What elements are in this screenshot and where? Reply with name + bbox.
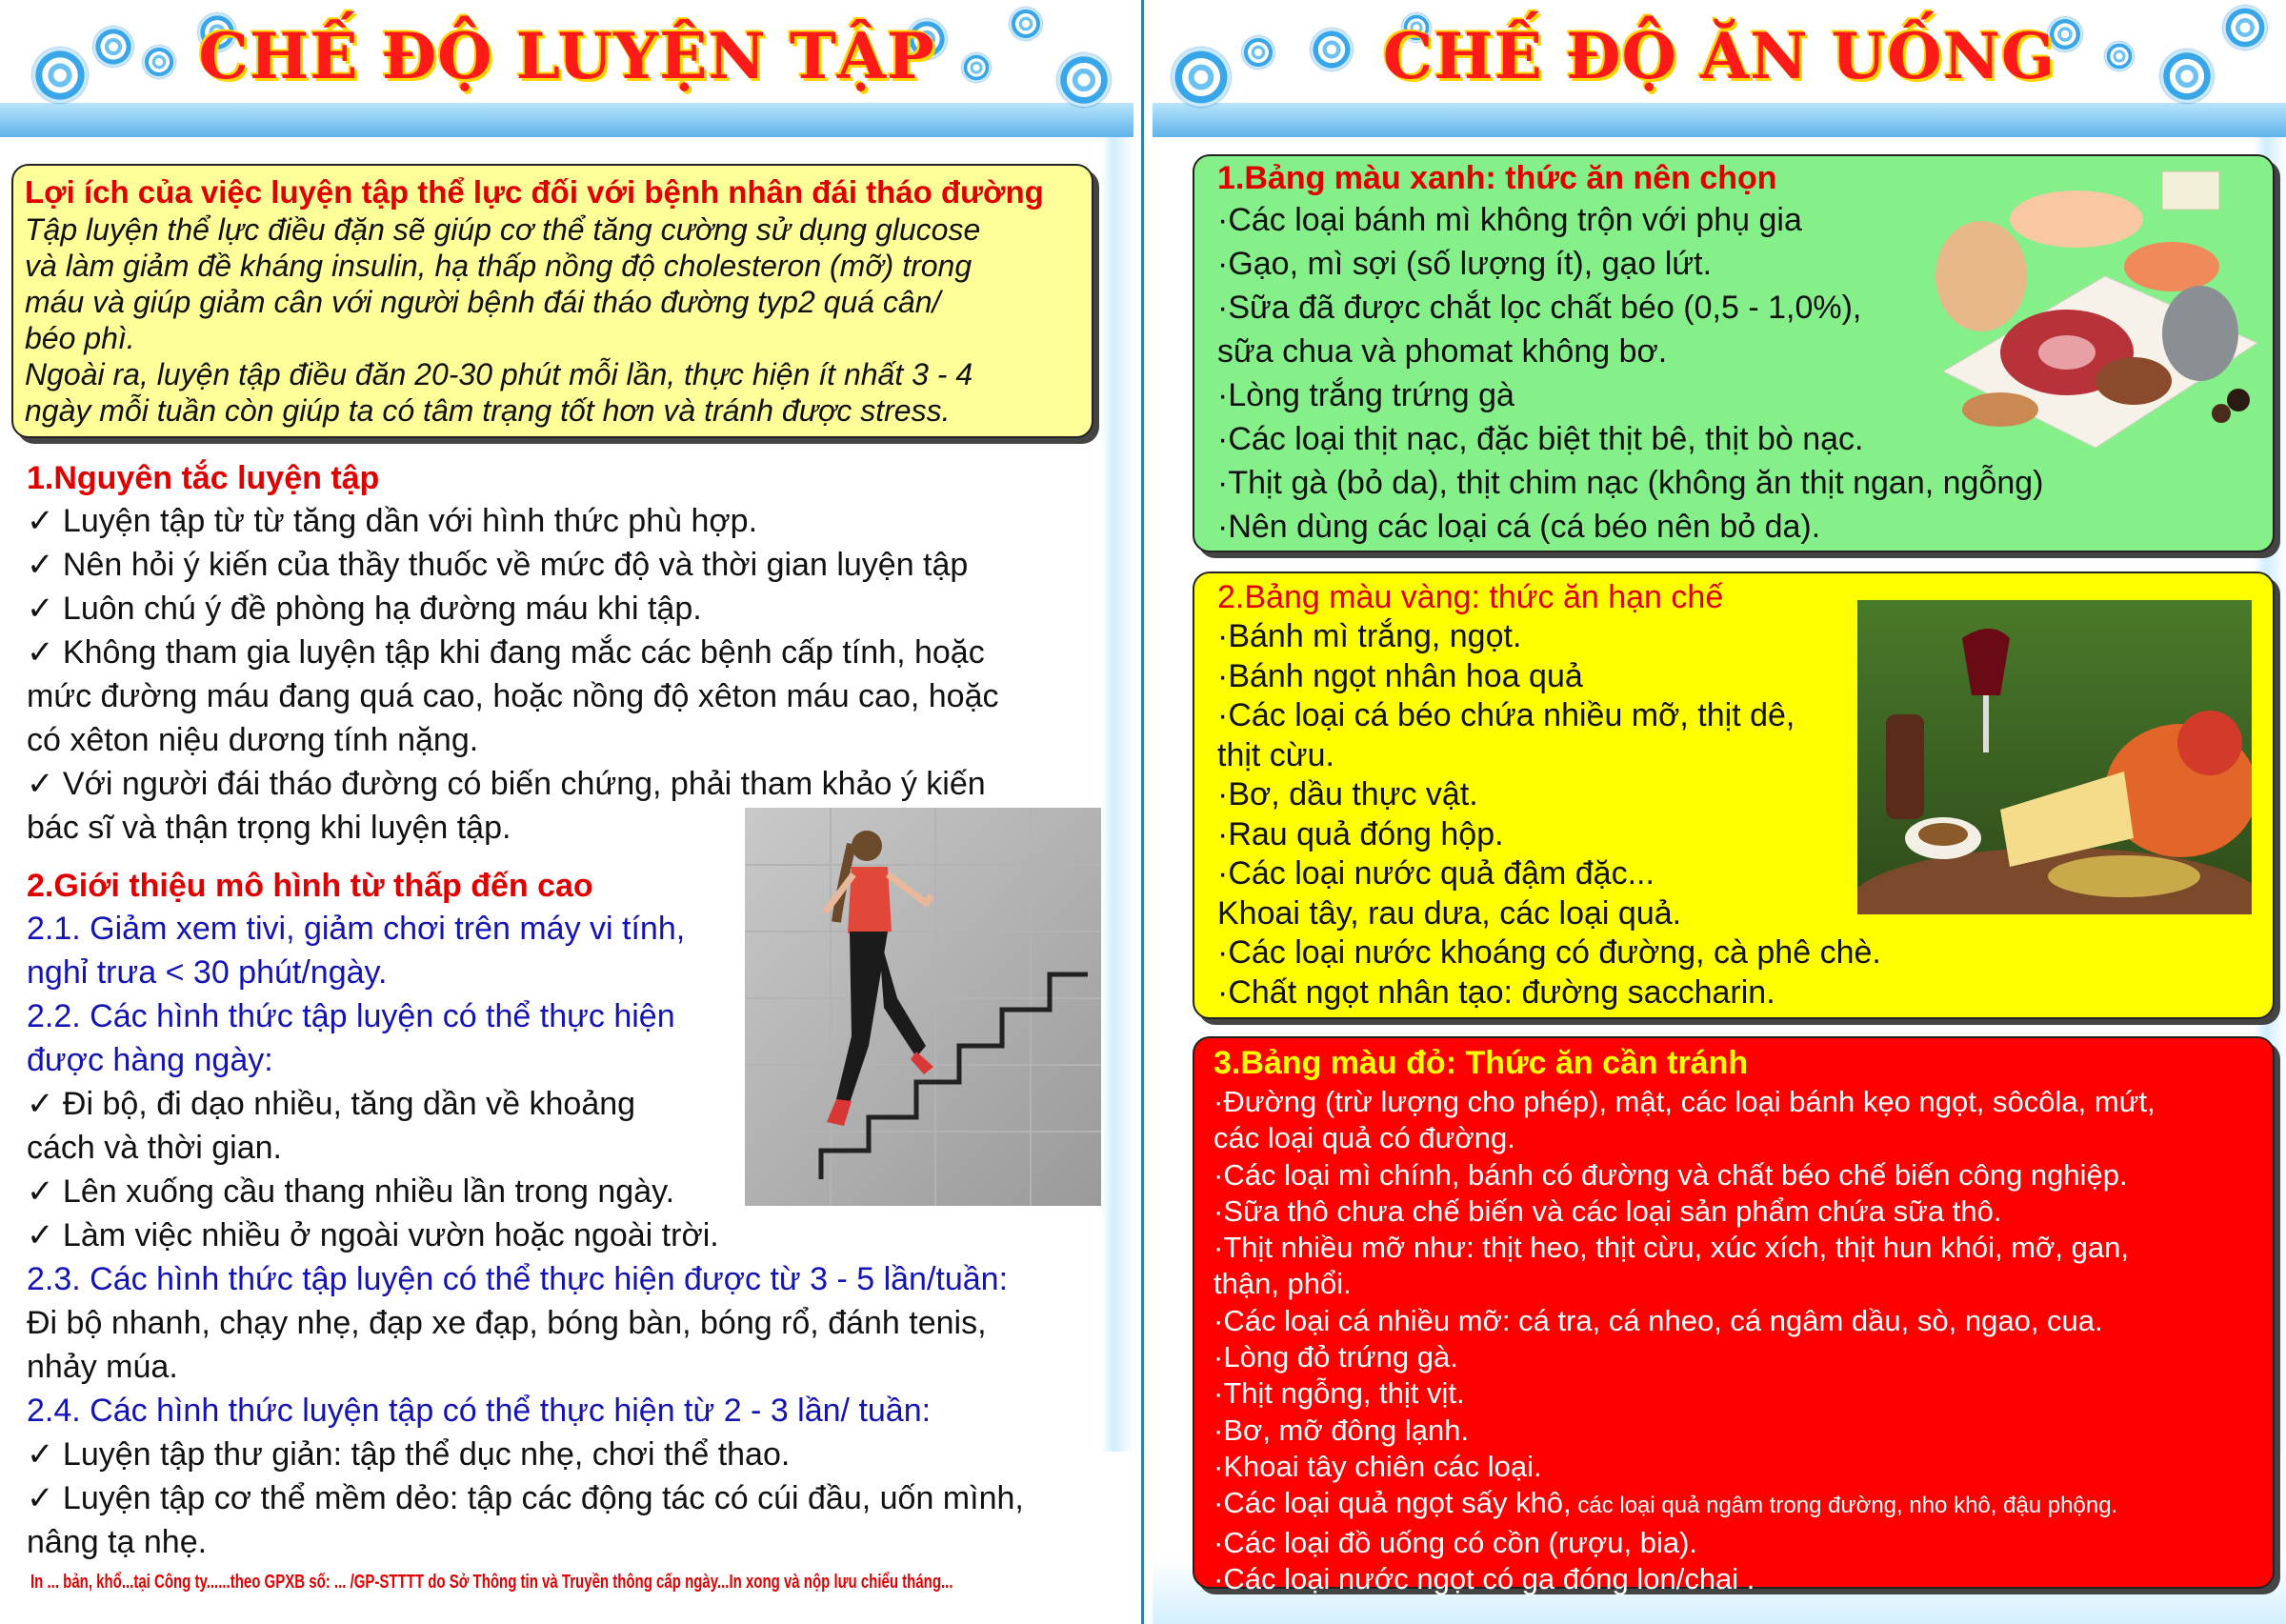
daily-activity-item: ✓ Lên xuống cầu thang nhiều lần trong ngày. (27, 1173, 675, 1210)
left-side-stripe (1101, 137, 1133, 1452)
benefit-text (25, 211, 980, 429)
woman-climbing-stairs-photo (745, 808, 1101, 1206)
avoid-food-item: ·Lòng đỏ trứng gà. (1213, 1340, 1458, 1374)
left-top-band (0, 103, 1133, 137)
avoid-food-item: thận, phổi. (1213, 1267, 1352, 1301)
avoid-food-item: ·Khoai tây chiên các loại. (1213, 1449, 1542, 1483)
limited-food-photo (1857, 600, 2252, 914)
dried-fruit-text: ·Các loại quả ngọt sấy khô, (1213, 1486, 1572, 1520)
weekly-activity-item: Đi bộ nhanh, chạy nhẹ, đạp xe đạp, bóng bàn, bóng rổ, đánh tenis, (27, 1305, 987, 1341)
section2-2 (27, 994, 675, 1082)
right-panel-diet (1153, 0, 2286, 1624)
recommended-food-item: sữa chua và phomat không bơ. (1217, 333, 1668, 370)
avoid-food-item: ·Đường (trừ lượng cho phép), mật, các loại bánh kẹo ngọt, sôcôla, mứt, (1213, 1085, 2156, 1118)
dried-fruit-detail: các loại quả ngâm trong đường, nho khô, đậu phộng. (1571, 1493, 2118, 1519)
avoid-food-item: ·Thịt ngỗng, thịt vịt. (1213, 1376, 1465, 1411)
limited-food-item: ·Bơ, dầu thực vật. (1217, 776, 1478, 812)
benefit-line: Tập luyện thể lực điều đặn sẽ giúp cơ thể tăng cường sử dụng glucose (25, 212, 981, 247)
red-food-list (1213, 1084, 2156, 1597)
avoid-food-item: ·Các loại mì chính, bánh có đường và chất béo chế biến công nghiệp. (1213, 1157, 2128, 1192)
avoid-food-item: các loại quả có đường. (1213, 1121, 1515, 1155)
section2-4-heading: 2.4. Các hình thức luyện tập có thể thực hiện từ 2 - 3 lần/ tuần: (27, 1393, 932, 1429)
green-box-heading: 1.Bảng màu xanh: thức ăn nên chọn (1217, 160, 1777, 196)
principle-item: mức đường máu đang quá cao, hoặc nồng độ xêton máu cao, hoặc (27, 678, 999, 714)
recommended-food-item: ·Sữa đã được chắt lọc chất béo (0,5 - 1,0%), (1217, 290, 1862, 326)
limited-food-item: ·Chất ngọt nhân tạo: đường saccharin. (1217, 973, 1775, 1011)
model-2-2-line: được hàng ngày: (27, 1042, 273, 1078)
benefit-line: máu và giúp giảm cân với người bệnh đái tháo đường typ2 quá cân/ (25, 285, 941, 319)
right-page-title: CHẾ ĐỘ ĂN UỐNG (1382, 19, 2056, 93)
section2-2-items (27, 1082, 719, 1257)
avoid-food-item: ·Các loại nước ngọt có ga đóng lon/chai . (1213, 1561, 1755, 1595)
green-food-list (1217, 198, 2044, 549)
recommended-food-item: ·Các loại thịt nạc, đặc biệt thịt bê, thịt bò nạc. (1217, 421, 1864, 457)
section2-3-items (27, 1301, 987, 1389)
limited-food-item: ·Bánh ngọt nhân hoa quả (1217, 657, 1583, 694)
red-box-heading: 3.Bảng màu đỏ: Thức ăn cần tránh (1213, 1045, 1749, 1081)
avoid-food-item: ·Các loại cá nhiều mỡ: cá tra, cá nheo, cá ngâm dầu, sò, ngao, cua. (1213, 1303, 2103, 1337)
avoid-food-item (1213, 1485, 2156, 1524)
principle-item: ✓ Với người đái tháo đường có biến chứng, phải tham khảo ý kiến (27, 766, 986, 802)
weekly-activity-item: nhảy múa. (27, 1349, 178, 1385)
avoid-food-item: ·Thịt nhiều mỡ như: thịt heo, thịt cừu, xúc xích, thịt hun khói, mỡ, gan, (1213, 1231, 2129, 1265)
light-exercise-item: ✓ Luyện tập cơ thể mềm dẻo: tập các động tác có cúi đầu, uốn mình, (27, 1480, 1024, 1516)
benefit-line: Ngoài ra, luyện tập điều đăn 20-30 phút mỗi lần, thực hiện ít nhất 3 - 4 (25, 357, 973, 391)
principle-item: ✓ Nên hỏi ý kiến của thầy thuốc về mức độ và thời gian luyện tập (27, 547, 969, 583)
left-panel-training (0, 0, 1133, 1624)
principle-item: ✓ Không tham gia luyện tập khi đang mắc các bệnh cấp tính, hoặc (27, 634, 985, 671)
benefit-line: và làm giảm đề kháng insulin, hạ thấp nồng độ cholesteron (mỡ) trong (25, 249, 973, 283)
daily-activity-item: ✓ Đi bộ, đi dạo nhiều, tăng dần về khoảng (27, 1086, 636, 1122)
left-page-title: CHẾ ĐỘ LUYỆN TẬP (198, 19, 935, 93)
avoid-food-item: ·Sữa thô chưa chế biến và các loại sản phẩm chứa sữa thô. (1213, 1193, 2002, 1228)
section1-heading: 1.Nguyên tắc luyện tập (27, 460, 380, 496)
limited-food-item: Khoai tây, rau dưa, các loại quả. (1217, 894, 1682, 932)
recommended-food-item: ·Thịt gà (bỏ da), thịt chim nạc (không ăn thịt ngan, ngỗng) (1217, 465, 2044, 501)
avoid-food-item: ·Bơ, mỡ đông lạnh. (1213, 1413, 1470, 1447)
principle-item: bác sĩ và thận trọng khi luyện tập. (27, 810, 511, 846)
section1-list (27, 499, 998, 850)
model-2-1-line: nghỉ trưa < 30 phút/ngày. (27, 954, 388, 991)
daily-activity-item: cách và thời gian. (27, 1130, 282, 1166)
limited-food-item: ·Rau quả đóng hộp. (1217, 815, 1504, 852)
recommended-food-item: ·Các loại bánh mì không trộn với phụ gia (1217, 202, 1802, 238)
yellow-food-list (1217, 617, 1881, 1012)
limited-food-item: ·Bánh mì trắng, ngọt. (1217, 618, 1522, 654)
principle-item: ✓ Luyện tập từ từ tăng dần với hình thức phù hợp. (27, 503, 758, 539)
model-2-1-line: 2.1. Giảm xem tivi, giảm chơi trên máy vi tính, (27, 911, 686, 947)
section2-1 (27, 907, 685, 994)
limited-food-item: thịt cừu. (1217, 736, 1334, 773)
benefit-heading: Lợi ích của việc luyện tập thể lực đối với bệnh nhân đái tháo đường (25, 174, 1044, 210)
recommended-food-item: ·Lòng trắng trứng gà (1217, 377, 1514, 413)
daily-activity-item: ✓ Làm việc nhiều ở ngoài vườn hoặc ngoài trời. (27, 1217, 719, 1253)
principle-item: có xêton niệu dương tính nặng. (27, 722, 479, 758)
right-top-band (1153, 103, 2286, 137)
yellow-box-heading: 2.Bảng màu vàng: thức ăn hạn chế (1217, 579, 1724, 615)
principle-item: ✓ Luôn chú ý đề phòng hạ đường máu khi tập. (27, 591, 702, 627)
section2-heading: 2.Giới thiệu mô hình từ thấp đến cao (27, 868, 593, 904)
model-2-2-line: 2.2. Các hình thức tập luyện có thể thực hiện (27, 998, 675, 1034)
benefit-line: ngày mỗi tuần còn giúp ta có tâm trạng tốt hơn và tránh được stress. (25, 393, 951, 428)
limited-food-item: ·Các loại nước khoáng có đường, cà phê chè. (1217, 934, 1881, 971)
limited-food-item: ·Các loại cá béo chứa nhiều mỡ, thịt dê, (1217, 697, 1795, 733)
center-divider (1141, 0, 1144, 1624)
light-exercise-item: ✓ Luyện tập thư giản: tập thể dục nhẹ, chơi thể thao. (27, 1436, 791, 1473)
section2-4-items (27, 1433, 1024, 1564)
avoid-food-item: ·Các loại đồ uống có cồn (rượu, bia). (1213, 1525, 1698, 1559)
section2-3-heading: 2.3. Các hình thức tập luyện có thể thực hiện được từ 3 - 5 lần/tuần: (27, 1261, 1009, 1297)
print-info-footer: In ... bản, khổ...tại Công ty......theo GPXB số: ... /GP-STTTT do Sở Thông tin và Truyền thông cấp ngày...In xong và nộp lưu chiểu tháng... (30, 1572, 953, 1593)
recommended-food-item: ·Nên dùng các loại cá (cá béo nên bỏ da). (1217, 509, 1821, 545)
light-exercise-item: nâng tạ nhẹ. (27, 1524, 208, 1560)
benefit-line: béo phì. (25, 321, 135, 355)
recommended-food-item: ·Gạo, mì sợi (số lượng ít), gạo lứt. (1217, 246, 1713, 282)
limited-food-item: ·Các loại nước quả đậm đặc... (1217, 855, 1654, 892)
